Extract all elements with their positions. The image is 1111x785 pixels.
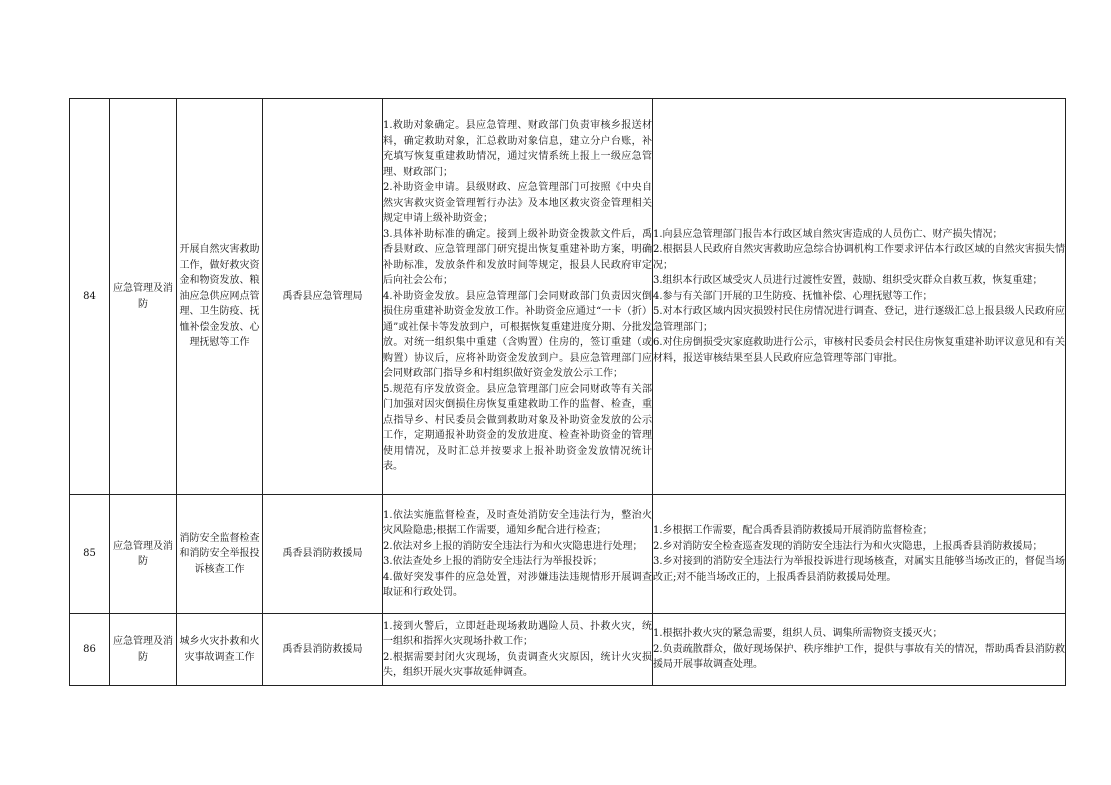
item-cell: 消防安全监督检查和消防安全举报投诉核查工作 xyxy=(177,495,263,614)
duty-line: 4.参与有关部门开展的卫生防疫、抚恤补偿、心理抚慰等工作； xyxy=(653,290,933,302)
item-cell: 城乡火灾扑救和火灾事故调查工作 xyxy=(177,614,263,686)
town-duties-cell xyxy=(653,99,1066,495)
category-cell: 应急管理及消防 xyxy=(110,99,177,495)
duty-line: 5.规范有序发放资金。县应急管理部门应会同财政等有关部门加强对因灾倒损住房恢复重建救助工作的监督、检查，重点指导乡、村民委员会做到救助对象及补助资金发放的公示工作，定期通报补助资金的发放进度、检查补助资金的管理使用情况，及时汇总并按要求上报补助资金发放情况统计表。 xyxy=(383,383,652,473)
table-row xyxy=(70,495,1066,614)
row-number: 85 xyxy=(70,495,110,614)
category-cell: 应急管理及消防 xyxy=(110,495,177,614)
department-cell: 禹香县消防救援局 xyxy=(263,495,383,614)
duty-line: 2.依法对乡上报的消防安全违法行为和火灾隐患进行处理； xyxy=(383,540,643,552)
department-cell: 禹香县应急管理局 xyxy=(263,99,383,495)
duty-line: 2.负责疏散群众，做好现场保护、秩序维护工作，提供与事故有关的情况，帮助禹香县消防救援局开展事故调查处理。 xyxy=(653,643,1065,671)
table-row xyxy=(70,99,1066,495)
duty-line: 1.依法实施监督检查，及时查处消防安全违法行为，整治火灾风险隐患;根据工作需要，通知乡配合进行检查； xyxy=(383,509,652,536)
duty-line: 3.乡对接到的消防安全违法行为举报投诉进行现场核查，对属实且能够当场改正的，督促当场改正;对不能当场改正的，上报禹香县消防救援局处理。 xyxy=(653,556,1065,583)
category-cell: 应急管理及消防 xyxy=(110,614,177,686)
duty-line: 2.根据需要封闭火灾现场，负责调查火灾原因，统计火灾损失，组织开展火灾事故延伸调查。 xyxy=(383,651,652,678)
county-duties-cell xyxy=(383,614,653,686)
town-duties-cell xyxy=(653,614,1066,686)
duty-line: 5.对本行政区域内因灾损毁村民住房情况进行调查、登记，进行逐级汇总上报县级人民政府应急管理部门； xyxy=(653,306,1065,333)
duty-line: 1.救助对象确定。县应急管理、财政部门负责审核乡报送材料，确定救助对象，汇总救助对象信息，建立分户台账，补充填写恢复重建救助情况，通过灾情系统上报上一级应急管理、财政部门； xyxy=(383,120,652,178)
duty-line: 1.根据扑救火灾的紧急需要，组织人员、调集所需物资支援灭火； xyxy=(653,628,943,640)
duty-line: 6.对住房倒损受灾家庭救助进行公示，审核村民委员会村民住房恢复重建补助评议意见和有关材料，报送审核结果至县人民政府应急管理等部门审批。 xyxy=(653,337,1065,364)
town-duties-cell xyxy=(653,495,1066,614)
duty-line: 4.补助资金发放。县应急管理部门会同财政部门负责因灾倒损住房重建补助资金发放工作。补助资金应通过“一卡（折）通”或社保卡等发放到户，可根据恢复重建进度分期、分批发放。对统一组织集中重建（含购置）住房的，签订重建（或购置）协议后，应将补助资金发放到户。县应急管理部门应会同财政部门指导乡和村组织做好资金发放公示工作； xyxy=(383,290,652,380)
item-cell: 开展自然灾害救助工作，做好救灾资金和物资发放、粮油应急供应网点管理、卫生防疫、抚恤补偿金发放、心理抚慰等工作 xyxy=(177,99,263,495)
county-duties-cell xyxy=(383,495,653,614)
duty-line: 3.依法查处乡上报的消防安全违法行为举报投诉； xyxy=(383,556,603,567)
duty-line: 3.组织本行政区域受灾人员进行过渡性安置，鼓励、组织受灾群众自救互救，恢复重建； xyxy=(653,275,1043,287)
duty-line: 1.接到火警后，立即赶赴现场救助遇险人员、扑救火灾，统一组织和指挥火灾现场扑救工作； xyxy=(383,620,652,647)
duty-line: 2.根据县人民政府自然灾害救助应急综合协调机构工作要求评估本行政区域的自然灾害损失情况； xyxy=(653,244,1065,271)
county-duties-cell xyxy=(383,99,653,495)
duty-line: 2.乡对消防安全检查巡查发现的消防安全违法行为和火灾隐患，上报禹香县消防救援局； xyxy=(653,540,1043,552)
duty-line: 1.乡根据工作需要，配合禹香县消防救援局开展消防监督检查； xyxy=(653,525,933,536)
duty-line: 1.向县应急管理部门报告本行政区域自然灾害造成的人员伤亡、财产损失情况； xyxy=(653,228,1003,240)
department-cell: 禹香县消防救援局 xyxy=(263,614,383,686)
responsibility-table xyxy=(69,98,1066,686)
duty-line: 3.具体补助标准的确定。接到上级补助资金拨款文件后，禹香县财政、应急管理部门研究提出恢复重建补助方案，明确补助标准，发放条件和发放时间等规定，报县人民政府审定后向社会公布； xyxy=(383,228,652,287)
table-row xyxy=(70,614,1066,686)
duty-line: 2.补助资金申请。县级财政、应急管理部门可按照《中央自然灾害救灾资金管理暂行办法》及本地区救灾资金管理相关规定申请上级补助资金； xyxy=(383,182,652,225)
duty-line: 4.做好突发事件的应急处置，对涉嫌违法违规情形开展调查取证和行政处罚。 xyxy=(383,571,652,598)
row-number: 84 xyxy=(70,99,110,495)
row-number: 86 xyxy=(70,614,110,686)
